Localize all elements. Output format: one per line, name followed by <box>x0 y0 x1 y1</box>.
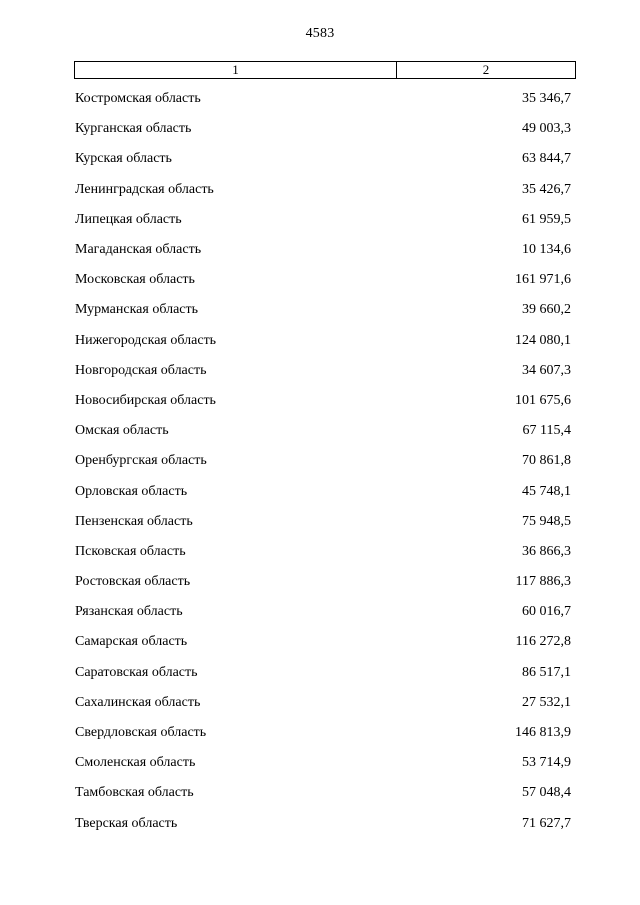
region-name: Липецкая область <box>75 211 182 227</box>
region-name: Магаданская область <box>75 242 202 258</box>
column-header-1: 1 <box>75 62 397 78</box>
region-name: Курская область <box>75 151 172 167</box>
table-row <box>75 507 571 537</box>
region-value: 49 003,3 <box>522 121 571 137</box>
region-value: 116 272,8 <box>515 634 571 650</box>
region-name: Псковская область <box>75 543 186 559</box>
table-row <box>75 175 571 205</box>
table-row <box>75 235 571 265</box>
table-row <box>75 537 571 567</box>
region-name: Новосибирская область <box>75 392 216 408</box>
table-row <box>75 114 571 144</box>
table-row <box>75 446 571 476</box>
region-value: 101 675,6 <box>515 392 571 408</box>
region-value: 60 016,7 <box>522 604 571 620</box>
table-row <box>75 295 571 325</box>
region-value: 10 134,6 <box>522 242 571 258</box>
region-value: 57 048,4 <box>522 785 571 801</box>
table-row <box>75 718 571 748</box>
region-name: Тверская область <box>75 815 178 831</box>
region-table <box>75 84 571 839</box>
table-row <box>75 658 571 688</box>
region-name: Самарская область <box>75 634 188 650</box>
region-value: 39 660,2 <box>522 302 571 318</box>
region-name: Оренбургская область <box>75 453 207 469</box>
table-column-header <box>74 61 576 79</box>
region-value: 70 861,8 <box>522 453 571 469</box>
table-row <box>75 778 571 808</box>
region-value: 35 426,7 <box>522 181 571 197</box>
region-value: 27 532,1 <box>522 694 571 710</box>
page-number: 4583 <box>305 26 335 41</box>
region-name: Тамбовская область <box>75 785 194 801</box>
table-row <box>75 627 571 657</box>
column-header-2: 2 <box>482 62 490 77</box>
region-name: Ленинградская область <box>75 181 214 197</box>
region-value: 63 844,7 <box>522 151 571 167</box>
table-row <box>75 748 571 778</box>
table-row <box>75 416 571 446</box>
table-row <box>75 144 571 174</box>
table-row <box>75 326 571 356</box>
region-value: 45 748,1 <box>522 483 571 499</box>
region-value: 117 886,3 <box>515 574 571 590</box>
region-name: Нижегородская область <box>75 332 217 348</box>
region-value: 75 948,5 <box>522 513 571 529</box>
region-value: 86 517,1 <box>522 664 571 680</box>
region-value: 53 714,9 <box>522 755 571 771</box>
region-value: 36 866,3 <box>522 543 571 559</box>
region-value: 161 971,6 <box>515 272 571 288</box>
table-row <box>75 476 571 506</box>
region-name: Сахалинская область <box>75 694 201 710</box>
region-value: 61 959,5 <box>522 211 571 227</box>
region-value: 146 813,9 <box>515 725 571 741</box>
region-value: 35 346,7 <box>522 91 571 107</box>
table-row <box>75 567 571 597</box>
region-name: Смоленская область <box>75 755 196 771</box>
table-row <box>75 809 571 839</box>
region-value: 124 080,1 <box>515 332 571 348</box>
region-name: Ростовская область <box>75 574 191 590</box>
table-row <box>75 265 571 295</box>
region-name: Саратовская область <box>75 664 198 680</box>
region-name: Московская область <box>75 272 195 288</box>
table-row <box>75 386 571 416</box>
table-row <box>75 688 571 718</box>
table-row <box>75 205 571 235</box>
table-row <box>75 597 571 627</box>
table-row <box>75 356 571 386</box>
region-name: Свердловская область <box>75 725 207 741</box>
region-name: Омская область <box>75 423 169 439</box>
region-name: Рязанская область <box>75 604 183 620</box>
region-value: 34 607,3 <box>522 362 571 378</box>
region-value: 67 115,4 <box>522 423 571 439</box>
region-name: Пензенская область <box>75 513 193 529</box>
region-name: Мурманская область <box>75 302 199 318</box>
table-row <box>75 84 571 114</box>
region-name: Курганская область <box>75 121 192 137</box>
region-name: Новгородская область <box>75 362 207 378</box>
region-name: Орловская область <box>75 483 188 499</box>
region-value: 71 627,7 <box>522 815 571 831</box>
region-name: Костромская область <box>75 91 201 107</box>
